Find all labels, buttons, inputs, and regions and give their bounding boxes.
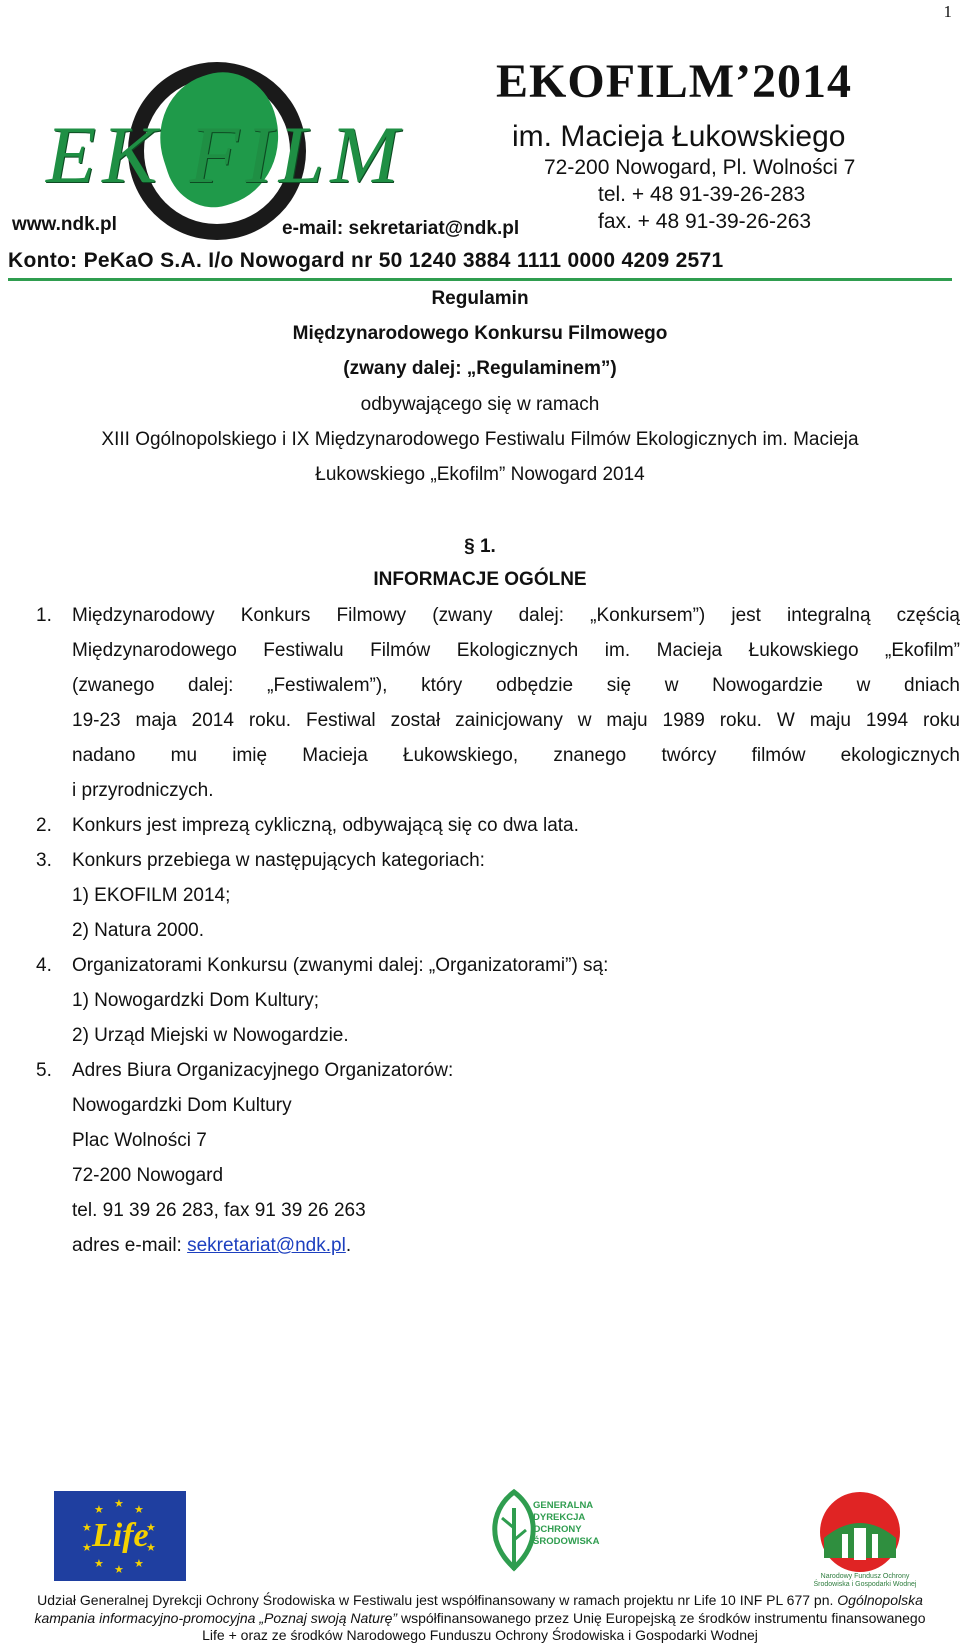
address-line: tel. 91 39 26 283, fax 91 39 26 263 [72, 1200, 366, 1221]
header-email: e-mail: sekretariat@ndk.pl [282, 218, 520, 239]
header-fax: fax. + 48 91-39-26-263 [598, 210, 812, 233]
item-3-sub: 1) EKOFILM 2014; [72, 885, 231, 906]
item-1-line: i przyrodniczych. [72, 780, 214, 801]
item-2-text: Konkurs jest imprezą cykliczną, odbywającą się co dwa lata. [72, 815, 579, 836]
item-number: 3. [36, 850, 52, 871]
item-3-sub: 2) Natura 2000. [72, 920, 205, 941]
doc-title-line2: Międzynarodowego Konkursu Filmowego [292, 323, 668, 344]
address-line: Plac Wolności 7 [72, 1130, 207, 1151]
item-number: 4. [36, 955, 52, 976]
section-mark: § 1. [464, 536, 496, 557]
item-4-sub: 1) Nowogardzki Dom Kultury; [72, 990, 320, 1011]
item-4-text: Organizatorami Konkursu (zwanymi dalej: „Organizatorami”) są: [72, 955, 609, 976]
festival-brand: EKOFILM’2014 [496, 55, 852, 108]
item-1-line: 19-23 maja 2014 roku. Festiwal został zainicjowany w maju 1989 roku. W maju 1994 roku [72, 710, 960, 731]
logo-script-text: EK FILM [46, 109, 405, 200]
email-suffix: . [345, 1235, 352, 1256]
item-1-line: Międzynarodowy Konkurs Filmowy (zwany dalej: „Konkursem”) jest integralną częścią [72, 605, 960, 626]
header-divider [8, 278, 952, 281]
footer-line2 [0, 1609, 960, 1627]
email-line [72, 1228, 960, 1265]
gdos-logo-text: GENERALNA DYREKCJA OCHRONY ŚRODOWISKA [533, 1500, 600, 1547]
doc-subtitle-line4: odbywającego się w ramach [360, 394, 600, 415]
email-link[interactable]: sekretariat@ndk.pl [187, 1235, 346, 1256]
doc-subtitle-line5: XIII Ogólnopolskiego i IX Międzynarodowego Festiwalu Filmów Ekologicznych im. Macieja [101, 429, 859, 450]
footer-line1 [0, 1591, 960, 1609]
item-4-sub: 2) Urząd Miejski w Nowogardzie. [72, 1025, 349, 1046]
doc-title-line3: (zwany dalej: „Regulaminem”) [343, 358, 617, 379]
doc-title: Regulamin [431, 288, 529, 309]
footer-line3: Life + oraz ze środków Narodowego Funduszu Ochrony Środowiska i Gospodarki Wodnej [202, 1627, 758, 1643]
item-1-line: nadano mu imię Macieja Łukowskiego, znanego twórcy filmów ekologicznych [72, 745, 960, 766]
email-label: adres e-mail: [72, 1235, 188, 1256]
address-line: Nowogardzki Dom Kultury [72, 1095, 292, 1116]
nfosigw-logo-text: Narodowy Fundusz Ochrony Środowiska i Gospodarki Wodnej [813, 1573, 917, 1588]
section-heading: INFORMACJE OGÓLNE [373, 569, 587, 590]
item-3-text: Konkurs przebiega w następujących kategoriach: [72, 850, 485, 871]
header-tel: tel. + 48 91-39-26-283 [598, 183, 806, 206]
item-1-line: (zwanego dalej: „Festiwalem”), który odbędzie się w Nowogardzie w dniach [72, 675, 960, 696]
bank-account: Konto: PeKaO S.A. I/o Nowogard nr 50 1240 3884 1111 0000 4209 2571 [8, 249, 724, 272]
address-line: 72-200 Nowogard [72, 1165, 224, 1186]
website-text: www.ndk.pl [12, 214, 117, 235]
page-number: 1 [943, 2, 952, 21]
item-5-text: Adres Biura Organizacyjnego Organizatorów: [72, 1060, 454, 1081]
footer-text: współfinansowanego przez Unię Europejską ze środków instrumentu finansowanego [397, 1610, 926, 1626]
doc-subtitle-line6: Łukowskiego „Ekofilm” Nowogard 2014 [315, 464, 645, 485]
item-number: 1. [36, 605, 52, 626]
footer-text: Udział Generalnej Dyrekcji Ochrony Środowiska w Festiwalu jest współfinansowany w ramach projektu nr Life 10 INF PL 677 pn. [37, 1592, 838, 1608]
festival-patron: im. Macieja Łukowskiego [512, 120, 846, 153]
nfosigw-logo-icon [814, 1488, 906, 1574]
life-logo-text: Life [92, 1517, 149, 1554]
header-address: 72-200 Nowogard, Pl. Wolności 7 [544, 156, 856, 179]
eu-life-logo: ★ ★ ★ ★ ★ ★ ★ ★ ★ ★ [54, 1491, 186, 1581]
item-number: 2. [36, 815, 52, 836]
item-1-line: Międzynarodowego Festiwalu Filmów Ekologicznych im. Macieja Łukowskiego „Ekofilm” [72, 640, 960, 661]
item-number: 5. [36, 1060, 52, 1081]
footer-text-italic: Ogólnopolska [837, 1592, 923, 1608]
footer-text-italic: kampania informacyjno-promocyjna „Poznaj swoją Naturę” [34, 1610, 398, 1626]
